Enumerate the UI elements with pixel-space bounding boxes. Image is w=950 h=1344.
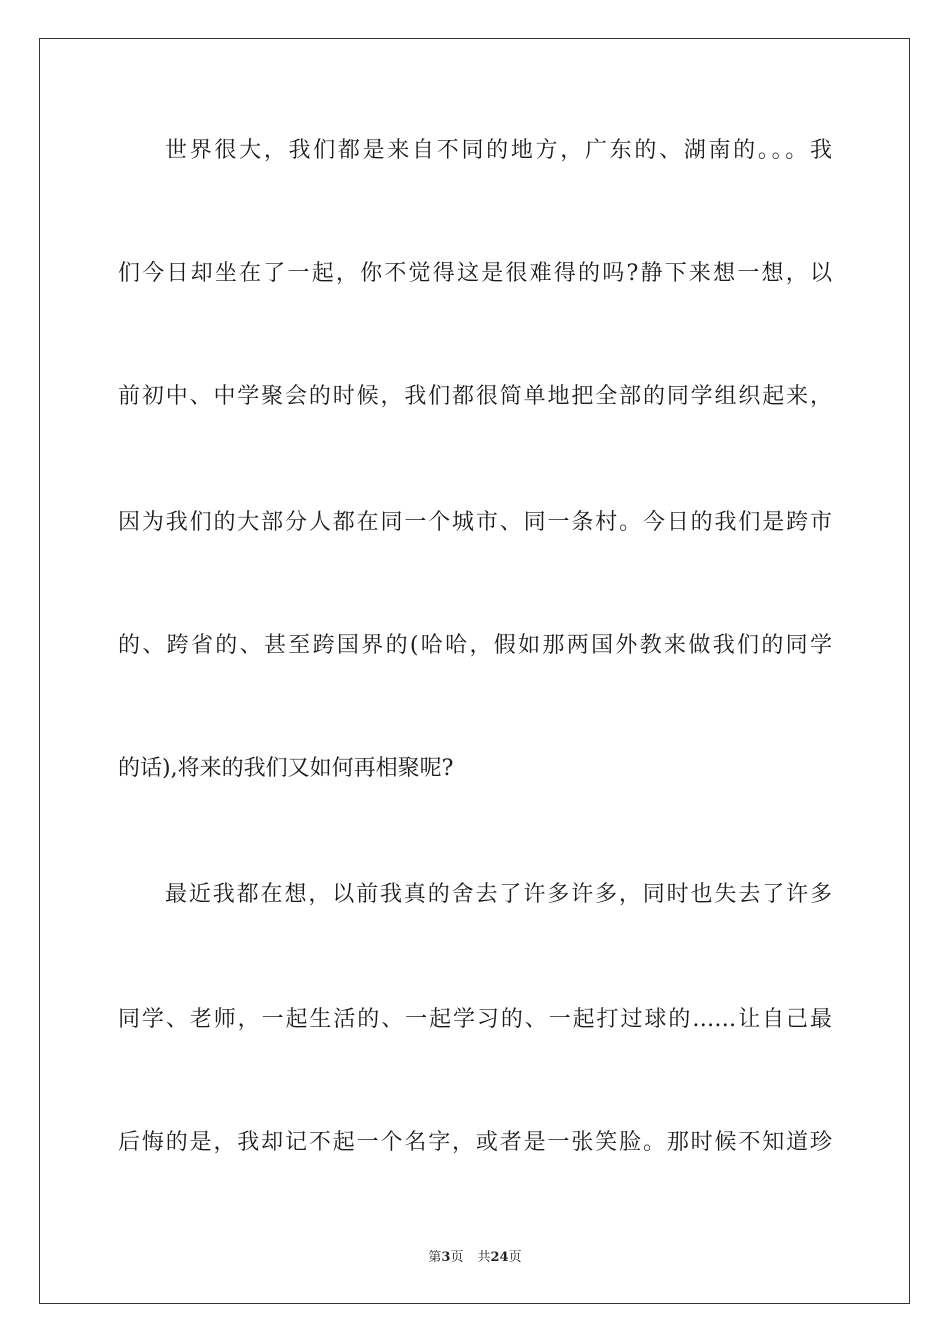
page-footer [0, 1246, 950, 1265]
paragraph-1-line-1: 世界很大，我们都是来自不同的地方，广东的、湖南的。。。我 [165, 138, 832, 163]
page-prefix: 第 [428, 1250, 442, 1265]
total-suffix: 页 [508, 1250, 522, 1265]
paragraph-1-line-2: 们今日却坐在了一起，你不觉得这是很难得的吗?静下来想一想，以 [118, 261, 832, 286]
paragraph-2-line-3: 后悔的是，我却记不起一个名字，或者是一张笑脸。那时候不知道珍 [118, 1130, 832, 1155]
total-prefix: 共 [477, 1250, 491, 1265]
total-pages: 24 [490, 1250, 509, 1265]
paragraph-1-line-6: 的话),将来的我们又如何再相聚呢? [118, 756, 454, 781]
page-number: 3 [441, 1250, 451, 1265]
page-frame [39, 38, 910, 1304]
paragraph-2-line-1: 最近我都在想，以前我真的舍去了许多许多，同时也失去了许多 [165, 882, 832, 907]
paragraph-1-line-3: 前初中、中学聚会的时候，我们都很简单地把全部的同学组织起来， [118, 384, 832, 409]
paragraph-1-line-4: 因为我们的大部分人都在同一个城市、同一条村。今日的我们是跨市 [118, 510, 832, 535]
paragraph-1-line-5: 的、跨省的、甚至跨国界的(哈哈，假如那两国外教来做我们的同学 [118, 633, 832, 658]
page-suffix: 页 [450, 1250, 464, 1265]
paragraph-2-line-2: 同学、老师，一起生活的、一起学习的、一起打过球的……让自己最 [118, 1007, 832, 1032]
